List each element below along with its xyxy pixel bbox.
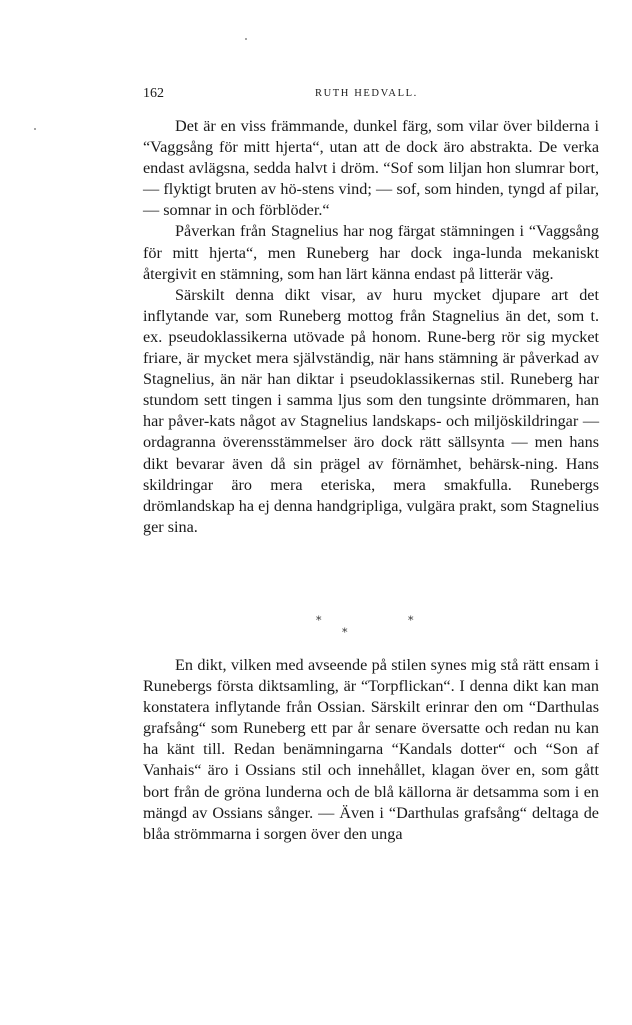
body-text-bottom bbox=[143, 655, 599, 845]
asterisk: * bbox=[408, 614, 414, 627]
asterisk: * bbox=[342, 626, 348, 639]
paragraph: Påverkan från Stagnelius har nog färgat stämningen i “Vaggsång för mitt hjerta“, men Runeberg har dock inga-lunda mekaniskt återgivit en stämning, som han lärt känna endast på litterär väg. bbox=[143, 222, 599, 283]
section-break-asterism bbox=[300, 612, 420, 642]
paragraph: En dikt, vilken med avseende på stilen synes mig stå rätt ensam i Runebergs första diktsamling, är “Torpflickan“. I denna dikt kan man konstatera inflytande från Ossian. Särskilt erinrar den om “Darthulas grafsång“ som Runeberg ett par år senare översatte och redan nu kan ha känt till. Redan benämningarna “Kandals dotter“ och “Son af Vanhais“ äro i Ossians stil och innehållet, klagan över en, som gått bort från de gröna lunderna och de blå källorna är detsamma som i en mängd av Ossians sånger. — Även i “Darthulas grafsång“ deltaga de blåa strömmarna i sorgen över den unga bbox=[143, 656, 599, 843]
page-number: 162 bbox=[143, 86, 164, 101]
page-header bbox=[143, 86, 487, 106]
running-head: RUTH HEDVALL. bbox=[315, 88, 418, 99]
paragraph: Särskilt denna dikt visar, av huru mycket djupare art det inflytande var, som Runeberg mottog från Stagnelius än det, som t. ex. pseudoklassikerna utövade på honom. Rune-berg rör sig mycket friare, är mycket mera självständig, när hans stämning är påverkad av Stagnelius, än när han diktar i pseudoklassikernas stil. Runeberg har stundom sett tingen i samma ljus som den tungsinte drömmaren, han har påver-kats något av Stagnelius landskaps- och miljöskildringar — ordagranna överensstämmelser äro dock rätt sällsynta — men hans dikt bevarar även då sin prägel av förnämhet, behärsk-ning. Hans skildringar äro mera eteriska, mera smakfulla. Runebergs drömlandskap ha ej denna handgripliga, vulgära prakt, som Stagnelius ger sina. bbox=[143, 285, 599, 536]
paragraph: Det är en viss främmande, dunkel färg, som vilar över bilderna i “Vaggsång för mitt hjerta“, utan att de dock äro abstrakta. De verka endast avlägsna, sedda halvt i dröm. “Sof som liljan hon slumrar bort, — flyktigt bruten av hö-stens vind; — sof, som hinden, tyngd af pilar, — somnar in och förblöder.“ bbox=[143, 117, 599, 220]
margin-speck bbox=[245, 38, 247, 40]
asterisk: * bbox=[316, 614, 322, 627]
body-text-top bbox=[143, 116, 599, 538]
margin-speck bbox=[34, 128, 36, 130]
